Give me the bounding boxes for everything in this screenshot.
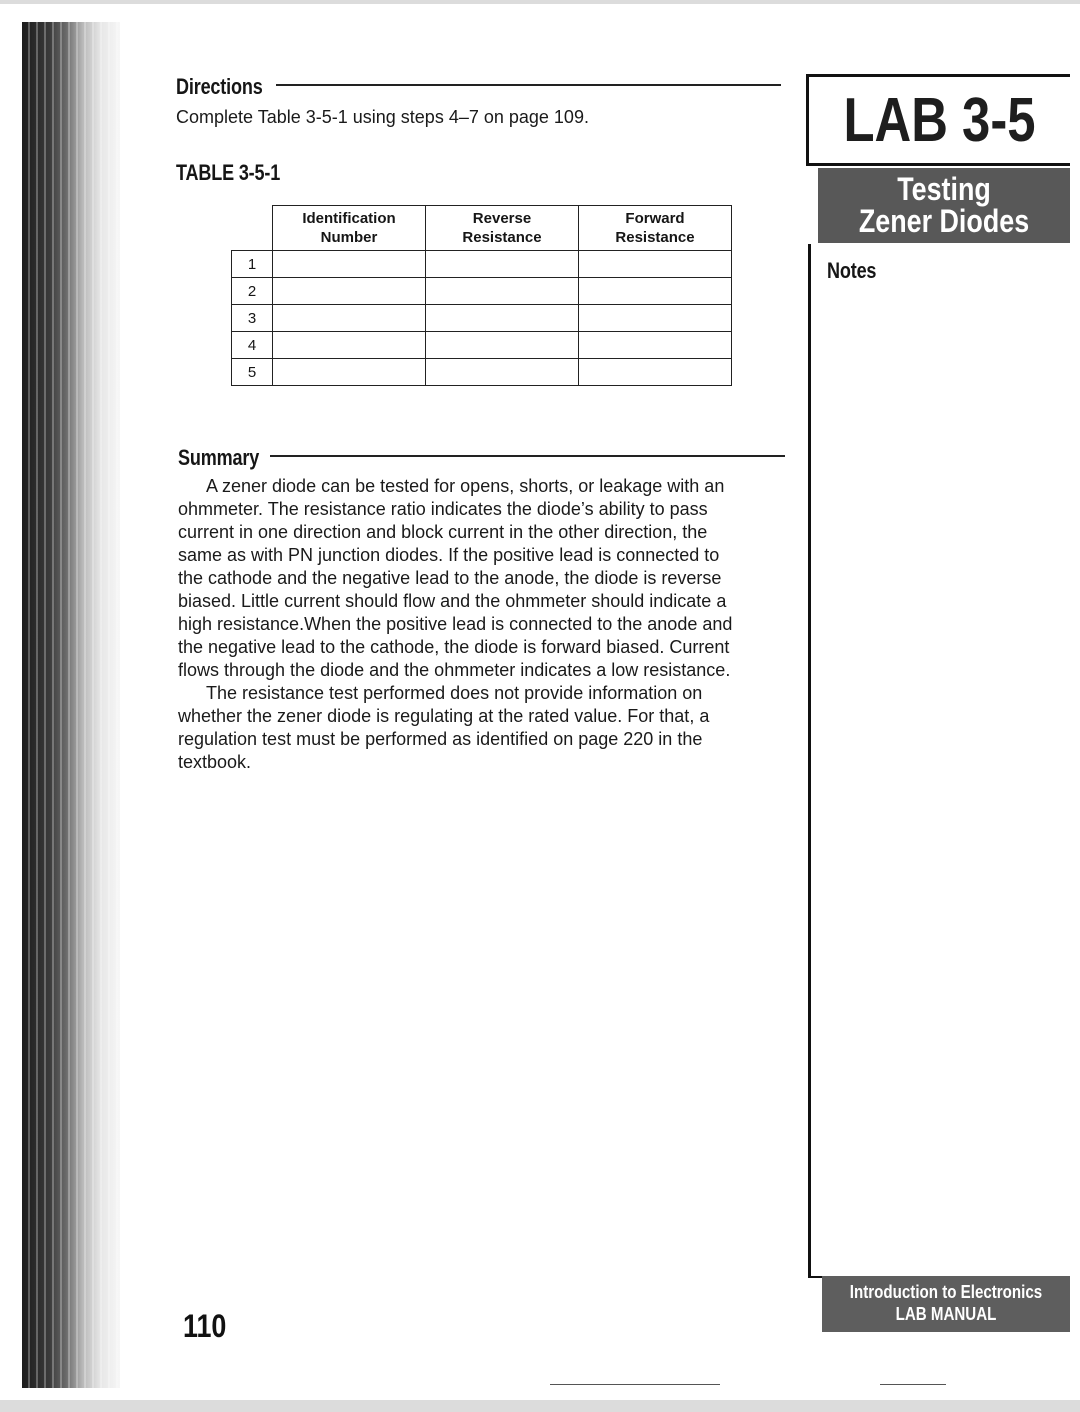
scan-mark — [550, 1384, 720, 1385]
identification-number-cell[interactable] — [273, 305, 426, 332]
forward-resistance-cell[interactable] — [579, 278, 732, 305]
scan-bottom-edge — [0, 1400, 1080, 1412]
reverse-resistance-cell[interactable] — [426, 278, 579, 305]
column-header-line: Identification — [302, 210, 396, 227]
summary-line: A zener diode can be tested for opens, shorts, or leakage with an — [206, 476, 725, 496]
row-number: 3 — [232, 305, 273, 332]
summary-rule — [270, 455, 785, 457]
column-header-identification-number — [273, 206, 426, 251]
scan-top-edge — [0, 0, 1080, 4]
table-corner — [232, 206, 273, 251]
table-row — [232, 305, 732, 332]
summary-line: biased. Little current should flow and the ohmmeter should indicate a — [178, 591, 727, 611]
forward-resistance-cell[interactable] — [579, 305, 732, 332]
column-header-line: Number — [320, 229, 378, 246]
lab-number: LAB 3-5 — [843, 86, 1036, 155]
book-spine-edge — [22, 22, 120, 1388]
table-row — [232, 359, 732, 386]
summary-line: textbook. — [178, 752, 252, 772]
table-header-row — [232, 206, 732, 251]
column-header-line: Resistance — [615, 229, 695, 246]
reverse-resistance-cell[interactable] — [426, 332, 579, 359]
reverse-resistance-cell[interactable] — [426, 305, 579, 332]
column-header-forward-resistance — [579, 206, 732, 251]
summary-line: The resistance test performed does not provide information on — [206, 683, 703, 703]
summary-paragraph-1 — [178, 475, 778, 682]
manual-footer-line: LAB MANUAL — [895, 1304, 997, 1324]
identification-number-cell[interactable] — [273, 278, 426, 305]
table-row — [232, 278, 732, 305]
forward-resistance-cell[interactable] — [579, 251, 732, 278]
row-number: 4 — [232, 332, 273, 359]
column-header-line: Reverse — [472, 210, 532, 227]
column-header-line: Resistance — [462, 229, 542, 246]
page-number: 110 — [183, 1308, 227, 1344]
row-number: 5 — [232, 359, 273, 386]
summary-line: regulation test must be performed as identified on page 220 in the — [178, 729, 703, 749]
lab-title-line: Testing — [897, 171, 991, 207]
reverse-resistance-cell[interactable] — [426, 251, 579, 278]
notes-heading: Notes — [827, 258, 877, 283]
forward-resistance-cell[interactable] — [579, 359, 732, 386]
directions-text: Complete Table 3-5-1 using steps 4–7 on page 109. — [176, 107, 589, 127]
notes-column-border — [808, 244, 811, 1278]
column-header-reverse-resistance — [426, 206, 579, 251]
lab-title-line: Zener Diodes — [858, 203, 1030, 239]
row-number: 2 — [232, 278, 273, 305]
directions-rule — [276, 84, 781, 86]
summary-heading: Summary — [178, 445, 260, 470]
lab-number-box — [806, 74, 1070, 166]
identification-number-cell[interactable] — [273, 359, 426, 386]
summary-line: the cathode and the negative lead to the anode, the diode is reverse — [178, 568, 722, 588]
table-row — [232, 251, 732, 278]
summary-line: the negative lead to the cathode, the diode is forward biased. Current — [178, 637, 730, 657]
summary-line: high resistance.When the positive lead is connected to the anode and — [178, 614, 733, 634]
summary-line: flows through the diode and the ohmmeter indicates a low resistance. — [178, 660, 731, 680]
manual-footer-box — [822, 1276, 1070, 1332]
summary-line: whether the zener diode is regulating at the rated value. For that, a — [178, 706, 710, 726]
scan-mark — [880, 1384, 946, 1385]
identification-number-cell[interactable] — [273, 251, 426, 278]
forward-resistance-cell[interactable] — [579, 332, 732, 359]
lab-title-box — [818, 168, 1070, 243]
identification-number-cell[interactable] — [273, 332, 426, 359]
summary-line: ohmmeter. The resistance ratio indicates the diode’s ability to pass — [178, 499, 708, 519]
table-title: TABLE 3-5-1 — [176, 160, 281, 185]
summary-line: current in one direction and block current in the other direction, the — [178, 522, 708, 542]
summary-line: same as with PN junction diodes. If the positive lead is connected to — [178, 545, 720, 565]
results-table — [231, 205, 732, 386]
manual-footer-line: Introduction to Electronics — [849, 1282, 1043, 1302]
summary-paragraph-2 — [178, 682, 778, 774]
row-number: 1 — [232, 251, 273, 278]
table-row — [232, 332, 732, 359]
reverse-resistance-cell[interactable] — [426, 359, 579, 386]
column-header-line: Forward — [625, 210, 685, 227]
directions-heading: Directions — [176, 74, 263, 99]
